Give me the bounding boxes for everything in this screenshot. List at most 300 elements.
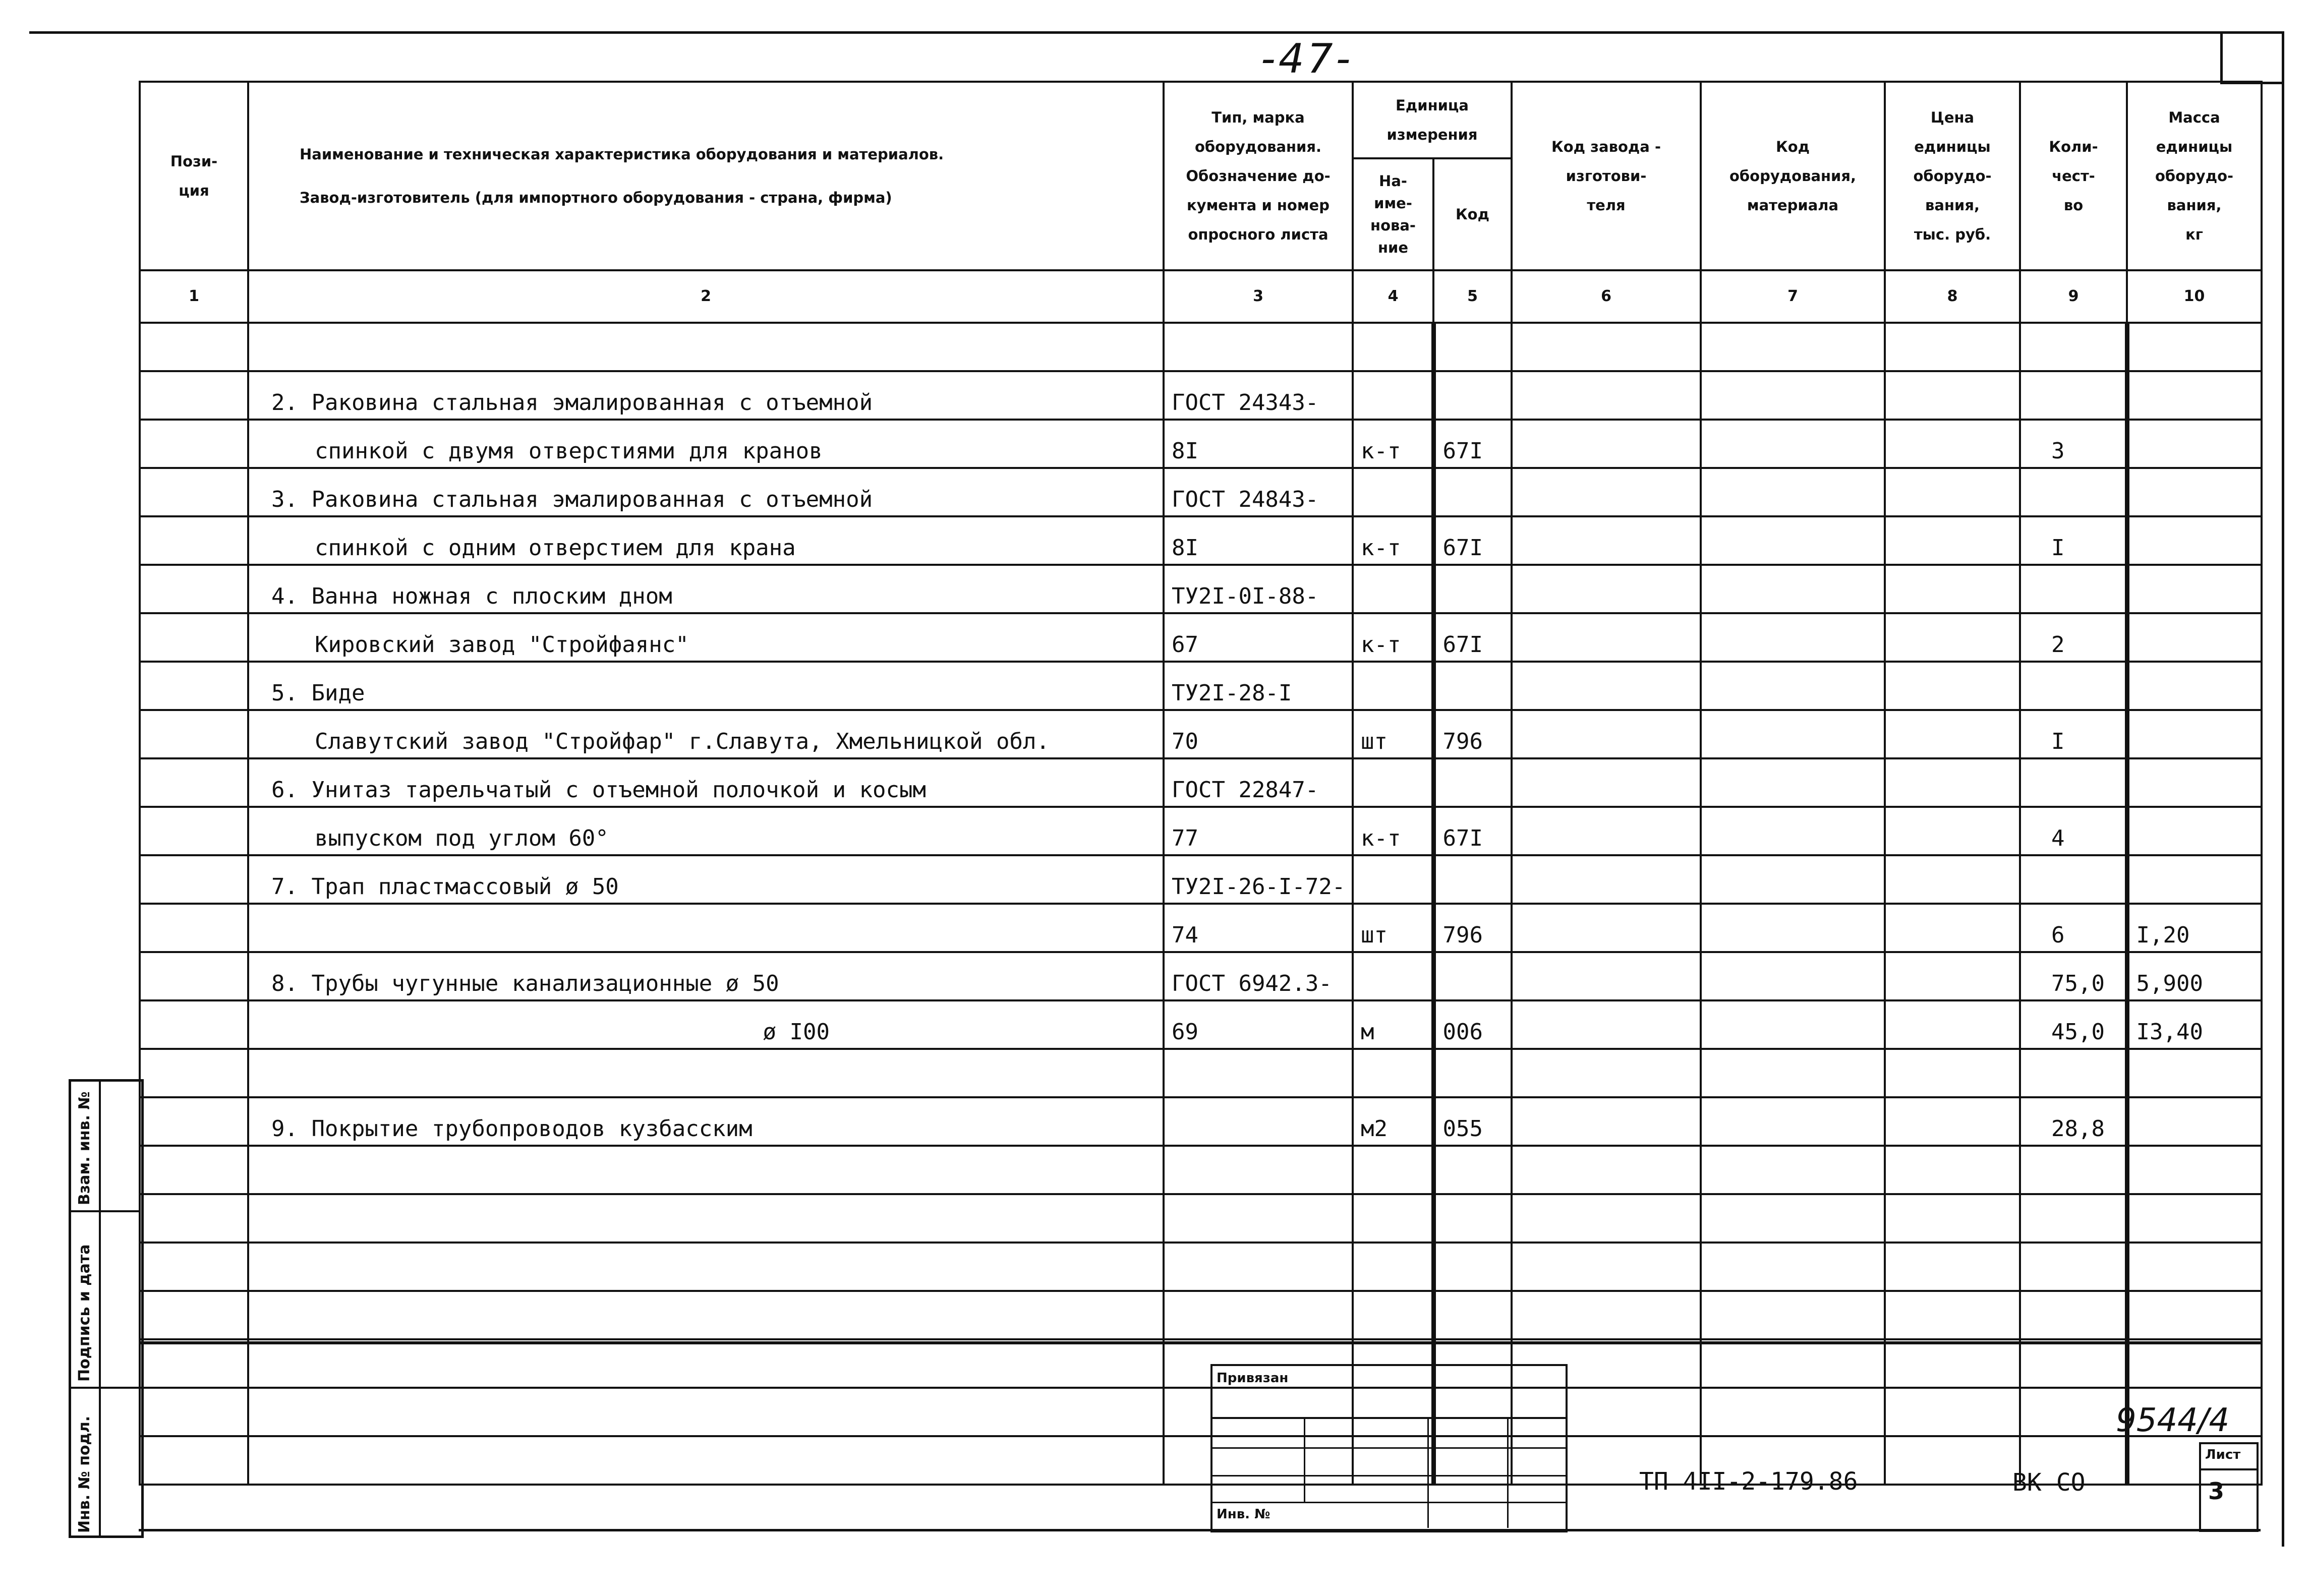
unit-code-cell (1433, 1049, 1512, 1097)
doc-cell (1164, 1194, 1353, 1243)
header-price (1885, 82, 2020, 270)
unit-code-cell: 006 (1433, 1000, 1512, 1049)
doc-cell (1164, 1291, 1353, 1339)
table-row (140, 1291, 2262, 1339)
header-maker-code-text: Код завода - изготови- теля (1551, 138, 1661, 214)
header-type (1164, 82, 1353, 270)
archive-number: 9544/4 (2116, 1402, 2230, 1439)
price-cell (1885, 662, 2020, 710)
price-cell (1885, 855, 2020, 904)
column-number: 6 (1512, 270, 1701, 323)
doc-cell: ГОСТ 24843- (1164, 468, 1353, 516)
qty-cell: 75,0 (2020, 952, 2127, 1000)
specification-table (139, 81, 2263, 1486)
unit-code-cell: 796 (1433, 904, 1512, 952)
mass-cell (2127, 758, 2262, 807)
doc-cell: 70 (1164, 710, 1353, 758)
doc-cell: 74 (1164, 904, 1353, 952)
column-number: 2 (248, 270, 1164, 323)
table-row (140, 565, 2262, 613)
price-cell (1885, 565, 2020, 613)
mass-cell (2127, 1146, 2262, 1194)
header-maker-code (1512, 82, 1701, 270)
unit-cell: к-т (1353, 420, 1433, 468)
name-cell: 9. Покрытие трубопроводов кузбасским (248, 1097, 1164, 1146)
name-cell (248, 1291, 1164, 1339)
mass-cell (2127, 1291, 2262, 1339)
privyazan-rule (1210, 1447, 1566, 1449)
unit-cell (1353, 565, 1433, 613)
mass-cell: 5,900 (2127, 952, 2262, 1000)
pos-cell (140, 662, 248, 710)
maker-code-cell (1512, 1049, 1701, 1097)
table-row (140, 468, 2262, 516)
unit-cell (1353, 468, 1433, 516)
equipment-code-cell (1701, 710, 1885, 758)
sheet-label: Лист (2205, 1447, 2241, 1462)
price-cell (1885, 758, 2020, 807)
doc-cell: ГОСТ 24343- (1164, 371, 1353, 420)
pos-cell (140, 1339, 248, 1388)
price-cell (1885, 323, 2020, 371)
header-name-line2: Завод-изготовитель (для импортного оборудования - страна, фирма) (300, 189, 892, 206)
equipment-code-cell (1701, 1339, 1885, 1388)
price-cell (1885, 468, 2020, 516)
unit-code-cell (1433, 1146, 1512, 1194)
pos-cell (140, 710, 248, 758)
qty-cell (2020, 1291, 2127, 1339)
pos-cell (140, 1000, 248, 1049)
table-row (140, 371, 2262, 420)
equipment-code-cell (1701, 1049, 1885, 1097)
page-number: -47- (1261, 35, 1354, 82)
pos-cell (140, 1049, 248, 1097)
table-row (140, 710, 2262, 758)
qty-cell (2020, 1243, 2127, 1291)
name-cell: выпуском под углом 60° (248, 807, 1164, 855)
side-label-replace-inv: Взам. инв. № (76, 1091, 93, 1205)
maker-code-cell (1512, 420, 1701, 468)
header-name-line1: Наименование и техническая характеристика оборудования и материалов. (300, 146, 944, 163)
unit-cell (1353, 1146, 1433, 1194)
doc-cell (1164, 1146, 1353, 1194)
unit-code-cell: 67I (1433, 516, 1512, 565)
qty-cell: I (2020, 516, 2127, 565)
mass-cell (2127, 371, 2262, 420)
table-row (140, 758, 2262, 807)
privyazan-divider (1427, 1417, 1429, 1528)
equipment-code-cell (1701, 952, 1885, 1000)
project-code: ТП 4II-2-179.86 (1639, 1467, 1858, 1496)
unit-code-cell: 67I (1433, 807, 1512, 855)
unit-code-cell: 055 (1433, 1097, 1512, 1146)
unit-cell (1353, 1049, 1433, 1097)
column-number: 7 (1701, 270, 1885, 323)
equipment-code-cell (1701, 904, 1885, 952)
privyazan-divider (1507, 1417, 1509, 1528)
mass-cell (2127, 565, 2262, 613)
price-cell (1885, 1049, 2020, 1097)
unit-cell (1353, 662, 1433, 710)
maker-code-cell (1512, 855, 1701, 904)
pos-cell (140, 952, 248, 1000)
qty-cell: 4 (2020, 807, 2127, 855)
pos-cell (140, 1097, 248, 1146)
qty-cell (2020, 855, 2127, 904)
column-number: 1 (140, 270, 248, 323)
name-cell: ø I00 (248, 1000, 1164, 1049)
maker-code-cell (1512, 565, 1701, 613)
price-cell (1885, 1000, 2020, 1049)
price-cell (1885, 1097, 2020, 1146)
mass-cell (2127, 613, 2262, 662)
equipment-code-cell (1701, 1388, 1885, 1436)
unit-cell: м (1353, 1000, 1433, 1049)
unit-cell: к-т (1353, 807, 1433, 855)
table-row (140, 807, 2262, 855)
qty-cell: 3 (2020, 420, 2127, 468)
price-cell (1885, 516, 2020, 565)
qty-cell: 45,0 (2020, 1000, 2127, 1049)
price-cell (1885, 1243, 2020, 1291)
maker-code-cell (1512, 1146, 1701, 1194)
column-number: 3 (1164, 270, 1353, 323)
equipment-code-cell (1701, 1000, 1885, 1049)
price-cell (1885, 807, 2020, 855)
maker-code-cell (1512, 468, 1701, 516)
table-row (140, 420, 2262, 468)
privyazan-rule (1210, 1475, 1566, 1476)
table-row (140, 1194, 2262, 1243)
price-cell (1885, 1146, 2020, 1194)
table-row (140, 1339, 2262, 1388)
unit-cell (1353, 371, 1433, 420)
qty-cell (2020, 323, 2127, 371)
unit-cell: к-т (1353, 613, 1433, 662)
pos-cell (140, 516, 248, 565)
unit-cell: шт (1353, 710, 1433, 758)
doc-cell: 8I (1164, 516, 1353, 565)
header-unit-name-text: На- име- нова- ние (1370, 172, 1416, 256)
side-divider (69, 1387, 139, 1389)
equipment-code-cell (1701, 468, 1885, 516)
name-cell (248, 1339, 1164, 1388)
equipment-code-cell (1701, 516, 1885, 565)
pos-cell (140, 613, 248, 662)
equipment-code-cell (1701, 371, 1885, 420)
unit-cell (1353, 1194, 1433, 1243)
name-cell (248, 904, 1164, 952)
column-number: 9 (2020, 270, 2127, 323)
header-unit-group-text: Единица измерения (1386, 97, 1478, 143)
price-cell (1885, 420, 2020, 468)
header-unit-code-text: Код (1455, 206, 1490, 223)
name-cell: Кировский завод "Стройфаянс" (248, 613, 1164, 662)
pos-cell (140, 565, 248, 613)
unit-code-cell (1433, 758, 1512, 807)
name-cell (248, 1388, 1164, 1436)
qty-cell (2020, 1388, 2127, 1436)
pos-cell (140, 1388, 248, 1436)
maker-code-cell (1512, 1000, 1701, 1049)
qty-cell (2020, 565, 2127, 613)
pos-cell (140, 468, 248, 516)
table-row (140, 516, 2262, 565)
doc-cell (1164, 323, 1353, 371)
column-number: 4 (1353, 270, 1433, 323)
qty-cell (2020, 468, 2127, 516)
pos-cell (140, 420, 248, 468)
qty-cell (2020, 1339, 2127, 1388)
equipment-code-cell (1701, 855, 1885, 904)
header-mass-text: Масса единицы оборудо- вания, кг (2155, 109, 2234, 243)
qty-cell (2020, 371, 2127, 420)
equipment-code-cell (1701, 565, 1885, 613)
equipment-code-cell (1701, 1194, 1885, 1243)
doc-cell: ТУ2I-28-I (1164, 662, 1353, 710)
name-cell: 4. Ванна ножная с плоским дном (248, 565, 1164, 613)
price-cell (1885, 1291, 2020, 1339)
mass-cell: I,20 (2127, 904, 2262, 952)
header-equipment-code (1701, 82, 1885, 270)
table-row (140, 1243, 2262, 1291)
price-cell (1885, 1194, 2020, 1243)
header-quantity (2020, 82, 2127, 270)
table-row (140, 613, 2262, 662)
unit-code-cell (1433, 855, 1512, 904)
header-quantity-text: Коли- чест- во (2049, 138, 2098, 214)
table-row (140, 1049, 2262, 1097)
maker-code-cell (1512, 1097, 1701, 1146)
doc-cell: ГОСТ 22847- (1164, 758, 1353, 807)
mass-cell (2127, 662, 2262, 710)
mass-cell (2127, 323, 2262, 371)
maker-code-cell (1512, 1194, 1701, 1243)
table-row (140, 662, 2262, 710)
price-cell (1885, 613, 2020, 662)
pos-cell (140, 904, 248, 952)
maker-code-cell (1512, 758, 1701, 807)
unit-cell (1353, 1291, 1433, 1339)
pos-cell (140, 1243, 248, 1291)
maker-code-cell (1512, 1291, 1701, 1339)
pos-cell (140, 1194, 248, 1243)
mass-cell (2127, 1194, 2262, 1243)
price-cell (1885, 710, 2020, 758)
unit-code-cell (1433, 468, 1512, 516)
qty-cell: 28,8 (2020, 1097, 2127, 1146)
doc-cell (1164, 1097, 1353, 1146)
mass-cell (2127, 516, 2262, 565)
table-row (140, 1388, 2262, 1436)
pos-cell (140, 758, 248, 807)
table-row (140, 1000, 2262, 1049)
doc-cell: 77 (1164, 807, 1353, 855)
maker-code-cell (1512, 662, 1701, 710)
name-cell: 2. Раковина стальная эмалированная с отъемной (248, 371, 1164, 420)
mass-cell (2127, 1243, 2262, 1291)
mass-cell (2127, 1049, 2262, 1097)
name-cell (248, 1243, 1164, 1291)
equipment-code-cell (1701, 1097, 1885, 1146)
doc-cell: 69 (1164, 1000, 1353, 1049)
header-mass (2127, 82, 2262, 270)
frame-corner-box (2220, 31, 2284, 84)
maker-code-cell (1512, 323, 1701, 371)
privyazan-rule (1210, 1502, 1566, 1503)
unit-code-cell (1433, 662, 1512, 710)
doc-cell: 8I (1164, 420, 1353, 468)
equipment-code-cell (1701, 807, 1885, 855)
maker-code-cell (1512, 1243, 1701, 1291)
name-cell: 3. Раковина стальная эмалированная с отъемной (248, 468, 1164, 516)
mass-cell (2127, 807, 2262, 855)
column-number: 8 (1885, 270, 2020, 323)
maker-code-cell (1512, 516, 1701, 565)
unit-code-cell (1433, 565, 1512, 613)
maker-code-cell (1512, 710, 1701, 758)
header-type-text: Тип, марка оборудования. Обозначение до- кумента и номер опросного листа (1186, 109, 1331, 243)
side-label-original-inv: Инв. № подл. (76, 1415, 93, 1533)
price-cell (1885, 1388, 2020, 1436)
document-mark: ВК СО (2012, 1468, 2086, 1497)
name-cell: спинкой с двумя отверстиями для кранов (248, 420, 1164, 468)
table-row (140, 323, 2262, 371)
mass-cell (2127, 420, 2262, 468)
privyazan-divider (1304, 1417, 1305, 1503)
table-row (140, 855, 2262, 904)
unit-code-cell: 67I (1433, 613, 1512, 662)
unit-cell: м2 (1353, 1097, 1433, 1146)
unit-code-cell: 67I (1433, 420, 1512, 468)
unit-cell (1353, 1243, 1433, 1291)
maker-code-cell (1512, 952, 1701, 1000)
name-cell: 6. Унитаз тарельчатый с отъемной полочкой и косым (248, 758, 1164, 807)
price-cell (1885, 1436, 2020, 1485)
side-label-signature-date: Подпись и дата (76, 1244, 93, 1382)
unit-code-cell (1433, 323, 1512, 371)
title-block-bottom-rule (139, 1529, 2261, 1531)
pos-cell (140, 1291, 248, 1339)
table-row (140, 904, 2262, 952)
header-position (140, 82, 248, 270)
header-price-text: Цена единицы оборудо- вания, тыс. руб. (1913, 109, 1992, 243)
unit-cell: к-т (1353, 516, 1433, 565)
pos-cell (140, 371, 248, 420)
unit-code-cell (1433, 1291, 1512, 1339)
header-unit-code (1433, 158, 1512, 270)
equipment-code-cell (1701, 758, 1885, 807)
mass-cell (2127, 1339, 2262, 1388)
sheet-box-rule (2199, 1468, 2257, 1470)
doc-cell (1164, 1243, 1353, 1291)
name-cell: Славутский завод "Стройфар" г.Славута, Хмельницкой обл. (248, 710, 1164, 758)
column-number: 10 (2127, 270, 2262, 323)
mass-cell (2127, 1097, 2262, 1146)
inv-no-label: Инв. № (1217, 1507, 1270, 1522)
pos-cell (140, 1146, 248, 1194)
maker-code-cell (1512, 371, 1701, 420)
unit-code-cell (1433, 371, 1512, 420)
name-cell: спинкой с одним отверстием для крана (248, 516, 1164, 565)
qty-cell (2020, 1194, 2127, 1243)
header-unit-group (1353, 82, 1512, 158)
unit-cell: шт (1353, 904, 1433, 952)
equipment-code-cell (1701, 613, 1885, 662)
qty-cell (2020, 662, 2127, 710)
side-divider (69, 1210, 139, 1212)
header-position-text: Пози- ция (170, 153, 218, 199)
privyazan-label: Привязан (1217, 1371, 1289, 1386)
mass-cell (2127, 468, 2262, 516)
pos-cell (140, 1436, 248, 1485)
qty-cell (2020, 758, 2127, 807)
unit-code-cell: 796 (1433, 710, 1512, 758)
unit-cell (1353, 855, 1433, 904)
title-block-top-rule (139, 1341, 2261, 1344)
doc-cell: ТУ2I-0I-88- (1164, 565, 1353, 613)
qty-cell: 6 (2020, 904, 2127, 952)
doc-cell: ГОСТ 6942.3- (1164, 952, 1353, 1000)
name-cell (248, 1194, 1164, 1243)
doc-cell: 67 (1164, 613, 1353, 662)
qty-cell (2020, 1146, 2127, 1194)
doc-cell: ТУ2I-26-I-72- (1164, 855, 1353, 904)
mass-cell (2127, 710, 2262, 758)
table-row (140, 1146, 2262, 1194)
name-cell: 5. Биде (248, 662, 1164, 710)
maker-code-cell (1512, 904, 1701, 952)
equipment-code-cell (1701, 420, 1885, 468)
column-number: 5 (1433, 270, 1512, 323)
equipment-code-cell (1701, 1146, 1885, 1194)
unit-cell (1353, 758, 1433, 807)
pos-cell (140, 323, 248, 371)
equipment-code-cell (1701, 1243, 1885, 1291)
table-body (140, 323, 2262, 1485)
qty-cell: 2 (2020, 613, 2127, 662)
doc-cell (1164, 1049, 1353, 1097)
name-cell (248, 1146, 1164, 1194)
equipment-code-cell (1701, 323, 1885, 371)
header-name (248, 82, 1164, 270)
name-cell: 7. Трап пластмассовый ø 50 (248, 855, 1164, 904)
unit-cell (1353, 952, 1433, 1000)
maker-code-cell (1512, 613, 1701, 662)
unit-code-cell (1433, 1243, 1512, 1291)
table-row (140, 1436, 2262, 1485)
qty-cell: I (2020, 710, 2127, 758)
table-row (140, 952, 2262, 1000)
name-cell (248, 323, 1164, 371)
name-cell (248, 1436, 1164, 1485)
unit-code-cell (1433, 952, 1512, 1000)
pos-cell (140, 855, 248, 904)
header-equipment-code-text: Код оборудования, материала (1729, 138, 1857, 214)
mass-cell: I3,40 (2127, 1000, 2262, 1049)
name-cell (248, 1049, 1164, 1097)
price-cell (1885, 1339, 2020, 1388)
qty-cell (2020, 1049, 2127, 1097)
pos-cell (140, 807, 248, 855)
price-cell (1885, 371, 2020, 420)
table-row (140, 1097, 2262, 1146)
name-cell: 8. Трубы чугунные канализационные ø 50 (248, 952, 1164, 1000)
price-cell (1885, 904, 2020, 952)
equipment-code-cell (1701, 1291, 1885, 1339)
header-unit-name (1353, 158, 1433, 270)
unit-code-cell (1433, 1194, 1512, 1243)
